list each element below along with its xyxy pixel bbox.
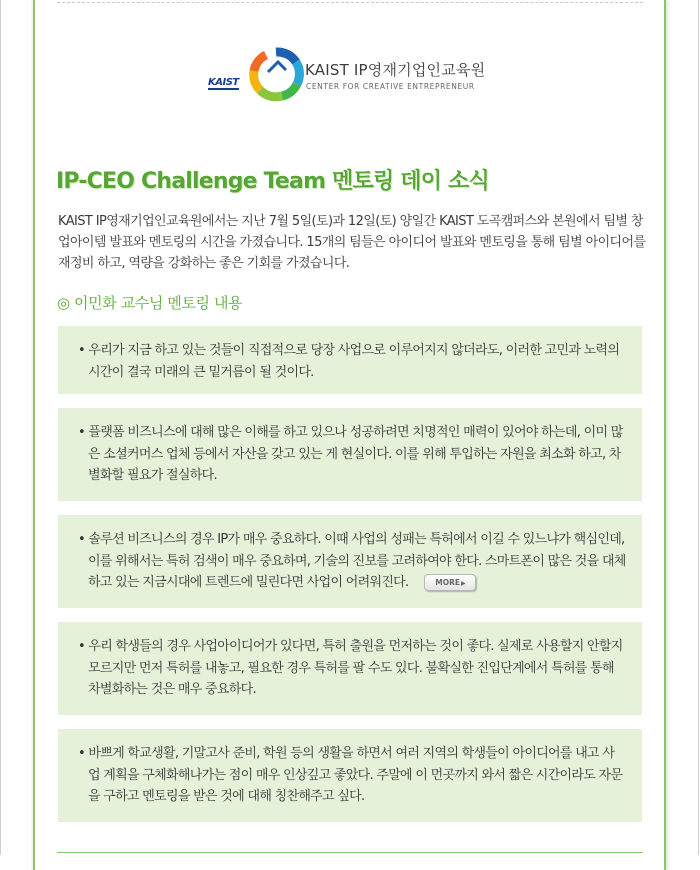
more-button[interactable] (424, 574, 476, 591)
mentoring-text: • 우리 학생들의 경우 사업아이디어가 있다면, 특허 출원을 먼저하는 것이 좋다. 실제로 사용할지 안할지 모르지만 먼저 특허를 내놓고, 필요한 경우 특허를 팔 수도 있다. 불확실한 진입단계에서 특허를 통해 차별화하는 것은 매우 중요하다. (78, 639, 623, 697)
logo-title: KAIST IP영재기업인교육원 (305, 61, 486, 79)
article-headline: IP-CEO Challenge Team 멘토링 데이 소식 (56, 169, 489, 194)
page-edge-right (698, 0, 699, 855)
top-divider (57, 2, 643, 3)
article-intro: KAIST IP영재기업인교육원에서는 지난 7월 5일(토)과 12일(토) 양일간 KAIST 도곡캠퍼스와 본원에서 팀별 창업아이템 발표와 멘토링의 시간을 가졌습니다. 15개의 팀들은 아이디어 발표와 멘토링을 통해 팀별 아이디어를 재정비 하고, 역량을 강화하는 좋은 기회를 가졌습니다. (58, 214, 646, 271)
more-label: MORE (435, 578, 461, 587)
section-title: ◎ 이민화 교수님 멘토링 내용 (57, 294, 243, 312)
mentoring-text-body: • 솔루션 비즈니스의 경우 IP가 매우 중요하다. 이때 사업의 성패는 특허에서 이길 수 있느냐가 핵심인데, 이를 위해서는 특허 검색이 매우 중요하며, 기술의 진보를 고려하여야 한다. 스마트폰이 많은 것을 대체하고 있는 지금시대에 트렌드에 밀린다면 사업이 어려워진다. (78, 532, 626, 590)
kaist-logo (208, 44, 508, 104)
mentoring-box-2 (58, 408, 642, 501)
mentoring-box-1 (58, 326, 642, 394)
mentoring-text (78, 529, 626, 594)
page-edge-left (0, 0, 1, 855)
bottom-divider (57, 852, 643, 853)
mentoring-box-3 (58, 515, 642, 608)
triangle-right-icon: ▶ (461, 580, 466, 587)
kaist-wordmark: KAIST (208, 77, 239, 88)
mentoring-text: • 바쁘게 학교생활, 기말고사 준비, 학원 등의 생활을 하면서 여러 지역의 학생들이 아이디어를 내고 사업 계획을 구체화해나가는 점이 매우 인상깊고 좋았다. 주말에 이 먼곳까지 와서 짧은 시간이라도 자문을 구하고 멘토링을 받은 것에 대해 칭찬해주고 싶다. (78, 746, 623, 804)
logo-subtitle: CENTER FOR CREATIVE ENTREPRENEUR (306, 82, 475, 91)
mentoring-box-4 (58, 622, 642, 715)
mentoring-box-5 (58, 729, 642, 822)
kaist-ring-logo-icon (246, 44, 306, 104)
mentoring-text: • 플랫폼 비즈니스에 대해 많은 이해를 하고 있으나 성공하려면 치명적인 매력이 있어야 하는데, 이미 많은 소셜커머스 업체 등에서 자산을 갖고 있는 게 현실이다. 이를 위해 투입하는 자원을 최소화 하고, 차별화할 필요가 절실하다. (78, 425, 623, 483)
mentoring-text: • 우리가 지금 하고 있는 것들이 직접적으로 당장 사업으로 이루어지지 않더라도, 이러한 고민과 노력의 시간이 결국 미래의 큰 밑거름이 될 것이다. (78, 343, 620, 380)
